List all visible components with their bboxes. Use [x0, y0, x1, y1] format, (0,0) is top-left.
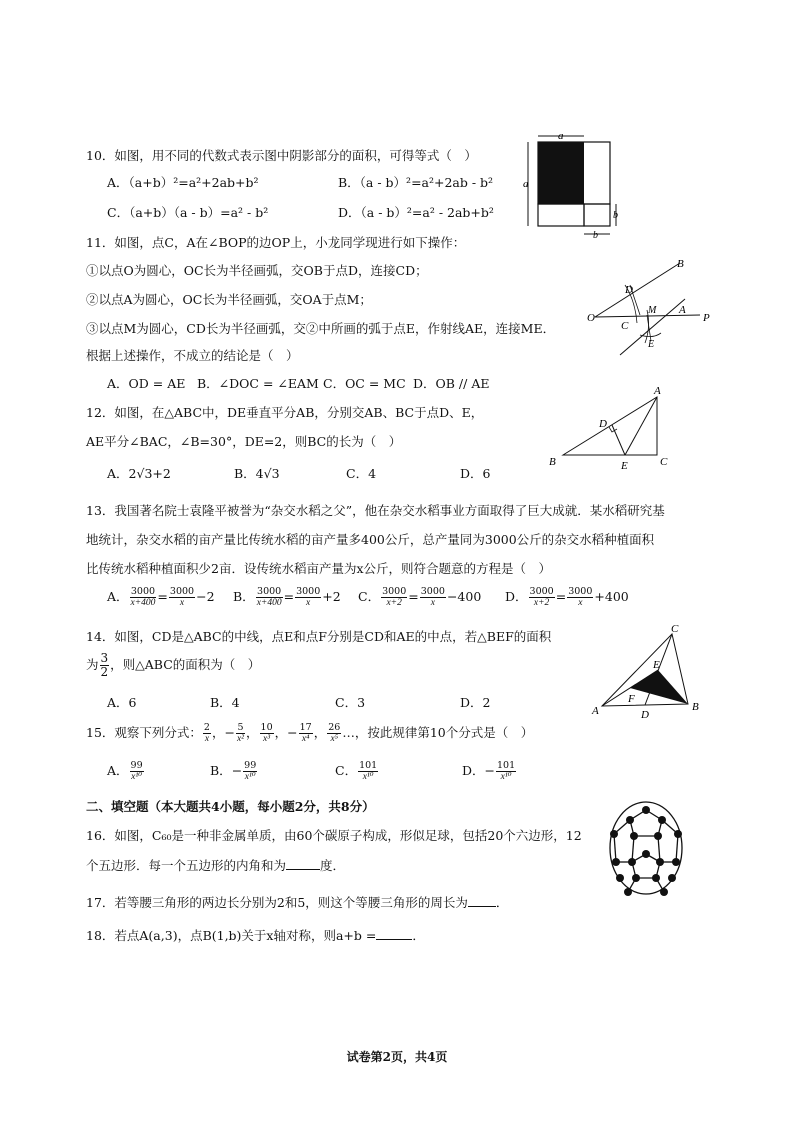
q11-fig-label-p: P: [703, 312, 710, 324]
q10-fig-label-b-right: b: [613, 210, 618, 221]
q14-fig-label-c: C: [671, 623, 679, 635]
q15-terms: [202, 722, 342, 744]
q10-fig-label-b-bottom: b: [593, 230, 598, 241]
q15-option-b: B．− $\frac{99}{\text{x¹⁰}}$: [210, 760, 257, 782]
q12-option-c: C．4: [346, 466, 377, 481]
q12-figure: [545, 385, 675, 470]
q12-option-b: B．4√3: [234, 466, 280, 481]
q12-fig-label-d: D: [599, 418, 607, 430]
q13-line2: 地统计，杂交水稻的亩产量比传统水稻的亩产量多400公斤，总产量同为3000公斤的杂交水稻种植面积: [86, 532, 655, 547]
q15-term-sign: ，−: [211, 725, 235, 740]
q14-fig-label-b: B: [692, 701, 699, 713]
q13-line3: 比传统水稻种植面积少2亩．设传统水稻亩产量为x公斤，则符合题意的方程是（ ）: [86, 561, 552, 576]
q16-line2: 个五边形．每一个五边形的内角和为 度．: [86, 858, 346, 873]
q10-option-a: A．（a+b）²=a²+2ab+b²: [107, 175, 259, 190]
q11-option-c: C．OC = MC: [323, 376, 406, 391]
q12-option-d: D．6: [460, 466, 491, 481]
q14-fig-label-f: F: [628, 693, 635, 705]
q11-ask: 根据上述操作，不成立的结论是（ ）: [86, 348, 299, 363]
q11-option-b: B．∠DOC = ∠EAM: [197, 376, 319, 391]
q14-option-a: A．6: [107, 695, 137, 710]
q10-option-d: D．（a - b）²=a² - 2ab+b²: [338, 205, 494, 220]
q12-stem-line2: AE平分∠BAC，∠B=30°，DE=2，则BC的长为（ ）: [86, 434, 402, 449]
q12-stem-line1: 12．如图，在△ABC中，DE垂直平分AB，分别交AB、BC于点D、E，: [86, 405, 484, 420]
q14-figure: [590, 624, 710, 724]
q14-fig-label-e: E: [653, 659, 660, 671]
q11-fig-label-c: C: [621, 320, 629, 332]
q15-stem: 15．观察下列分式： $\frac{2}{x}$ ，− $\frac{5}{\text{x²}}$ ， $\frac{10}{\text{x³}}$ ，− $\frac{17}{\text{x⁴}}$ ， $\frac{26}{\text{x⁵}}$ …，按此规律第10个分式是（ ）: [86, 722, 534, 744]
q11-figure: [585, 255, 715, 355]
q18-answer-blank[interactable]: [376, 939, 412, 940]
q11-option-a: A．OD = AE: [107, 376, 186, 391]
q10-stem: 10．如图，用不同的代数式表示图中阴影部分的面积，可得等式（ ）: [86, 148, 477, 163]
q16-answer-blank[interactable]: [286, 869, 320, 870]
q14-option-c: C．3: [335, 695, 366, 710]
q15-term-sign: ，: [246, 725, 259, 740]
q15-option-c: C． $\frac{101}{\text{x¹⁰}}$: [335, 760, 378, 782]
q14-option-d: D．2: [460, 695, 491, 710]
q15-term-fraction: $\frac{2}{x}$: [203, 722, 210, 744]
q17-stem: 17．若等腰三角形的两边长分别为2和5，则这个等腰三角形的周长为 ．: [86, 895, 509, 910]
q10-figure: [520, 130, 620, 244]
q10-option-b: B．（a - b）²=a²+2ab - b²: [338, 175, 494, 190]
q14-stem-line1: 14．如图，CD是△ABC的中线，点E和点F分别是CD和AE的中点，若△BEF的面积: [86, 629, 552, 644]
q15-term-sign: ，: [313, 725, 327, 740]
q14-stem-line2: 为 $\frac{3}{2}$ ，则△ABC的面积为（ ）: [86, 651, 261, 679]
q15-term-fraction: $\frac{10}{\text{x³}}$: [260, 722, 273, 744]
q11-step1: ①以点O为圆心，OC长为半径画弧，交OB于点D，连接CD；: [86, 263, 428, 278]
q11-step2: ②以点A为圆心，OC长为半径画弧，交OA于点M；: [86, 292, 372, 307]
q11-fig-label-m: M: [648, 305, 657, 316]
q13-option-c: C． $\frac{3000}{x+2}$ = $\frac{3000}{x}$ −400: [358, 586, 482, 608]
c60-molecule-figure: [604, 796, 688, 900]
q14-fig-label-a: A: [592, 705, 599, 717]
q12-fig-label-b: B: [549, 456, 556, 468]
q12-fig-label-a: A: [654, 385, 661, 397]
q18-stem: 18．若点A(a,3)，点B(1,b)关于x轴对称，则a+b = ．: [86, 928, 425, 943]
q11-fig-label-a: A: [679, 304, 686, 316]
q15-term-fraction: $\frac{5}{\text{x²}}$: [236, 722, 245, 744]
q15-term-fraction: $\frac{17}{\text{x⁴}}$: [299, 722, 312, 744]
q13-option-d: D． $\frac{3000}{x+2}$ = $\frac{3000}{x}$ +400: [505, 586, 629, 608]
q14-fig-label-d: D: [641, 709, 649, 721]
section-2-heading: 二、填空题（本大题共4小题，每小题2分，共8分）: [86, 799, 375, 814]
q10-option-c: C．（a+b）（a - b）=a² - b²: [107, 205, 269, 220]
q15-option-d: D．− $\frac{101}{\text{x¹⁰}}$: [462, 760, 516, 782]
q10-fig-label-a-left: a: [523, 178, 529, 190]
q12-fig-label-c: C: [660, 456, 668, 468]
q11-step3: ③以点M为圆心，CD长为半径画弧，交②中所画的弧于点E，作射线AE，连接ME．: [86, 321, 556, 336]
q16-line1: 16．如图，C₆₀是一种非金属单质，由60个碳原子构成，形似足球，包括20个六边形，12: [86, 828, 582, 843]
q10-fig-label-a-top: a: [558, 130, 564, 142]
q14-option-b: B．4: [210, 695, 240, 710]
q13-option-a: A． $\frac{3000}{x+400}$ = $\frac{3000}{x}$ −2: [107, 586, 215, 608]
q11-fig-label-o: O: [587, 312, 595, 324]
q11-stem: 11．如图，点C，A在∠BOP的边OP上，小龙同学现进行如下操作：: [86, 235, 466, 250]
q15-option-a: A． $\frac{99}{\text{x¹⁰}}$: [107, 760, 143, 782]
q13-option-b: B． $\frac{3000}{x+400}$ = $\frac{3000}{x}$ +2: [233, 586, 341, 608]
q15-term-fraction: $\frac{26}{\text{x⁵}}$: [328, 722, 341, 744]
q11-option-d: D．OB // AE: [413, 376, 490, 391]
q12-fig-label-e: E: [621, 460, 628, 472]
q11-fig-label-d: D: [625, 284, 633, 296]
q12-option-a: A．2√3+2: [107, 466, 171, 481]
page-footer: 试卷第2页，共4页: [346, 1050, 448, 1064]
q13-line1: 13．我国著名院士袁隆平被誉为“杂交水稻之父”，他在杂交水稻事业方面取得了巨大成就．某水稻研究基: [86, 503, 665, 518]
q17-answer-blank[interactable]: [468, 906, 496, 907]
q11-fig-label-e: E: [648, 339, 655, 350]
q11-fig-label-b: B: [677, 258, 684, 270]
q15-term-sign: ，−: [274, 725, 298, 740]
